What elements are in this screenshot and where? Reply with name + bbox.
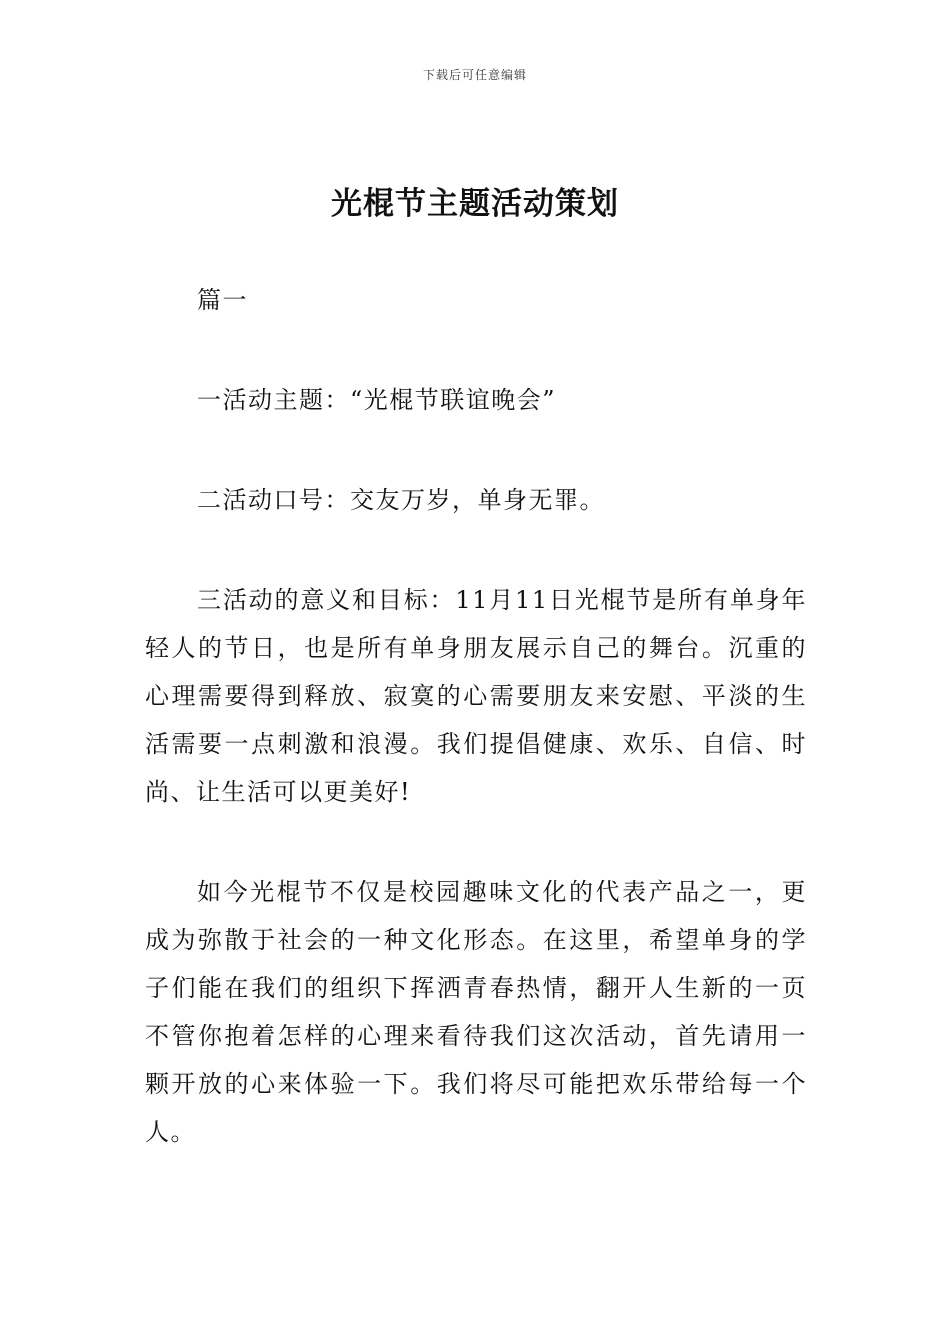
document-title: 光棍节主题活动策划 (331, 186, 619, 222)
header-note: 下载后可任意编辑 (422, 68, 527, 82)
paragraph-slogan: 二活动口号：交友万岁，单身无罪。 (197, 486, 605, 514)
paragraph-theme: 一活动主题：“光棍节联谊晚会” (197, 386, 557, 414)
paragraph-culture: 如今光棍节不仅是校园趣味文化的代表产品之一，更成为弥散于社会的一种文化形态。在这里，希望单身的学子们能在我们的组织下挥洒青春热情，翻开人生新的一页不管你抱着怎样的心理来看待我们这次活动，首先请用一颗开放的心来体验一下。我们将尽可能把欢乐带给每一个人。 (145, 878, 807, 1146)
section-label: 篇一 (197, 286, 248, 314)
paragraph-meaning: 三活动的意义和目标：11月11日光棍节是所有单身年轻人的节日，也是所有单身朋友展示自己的舞台。沉重的心理需要得到释放、寂寞的心需要朋友来安慰、平淡的生活需要一点刺激和浪漫。我们提倡健康、欢乐、自信、时尚、让生活可以更美好! (145, 586, 807, 806)
